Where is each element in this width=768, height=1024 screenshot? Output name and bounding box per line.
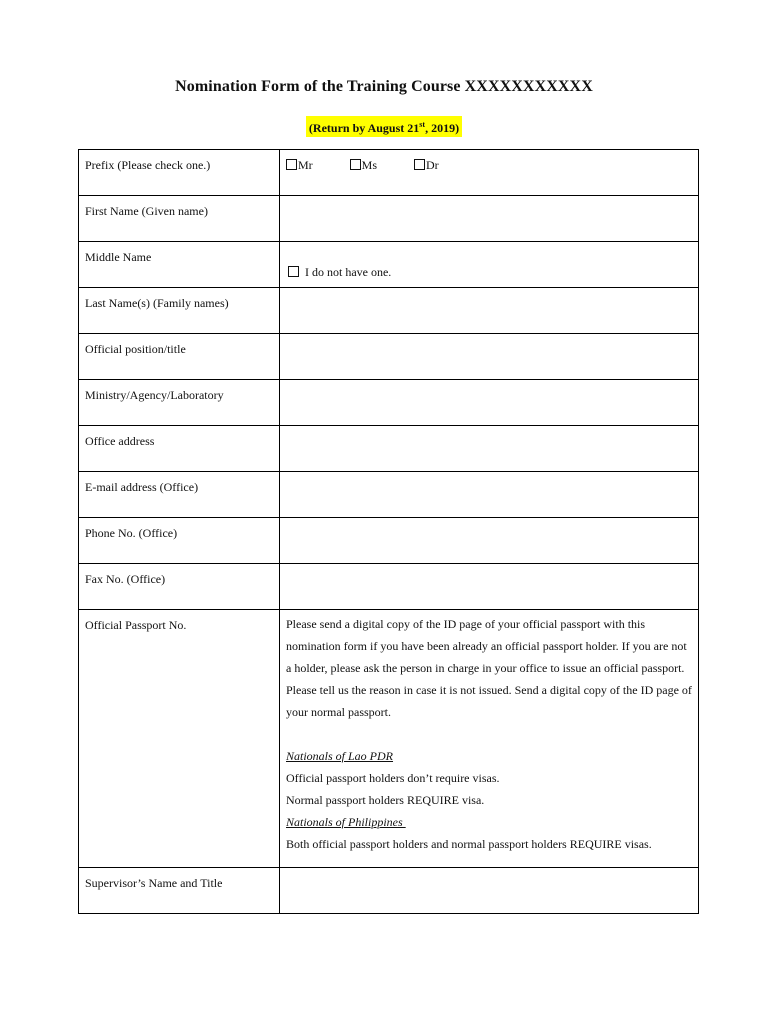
return-deadline-sup: st <box>419 120 426 129</box>
return-deadline-prefix: (Return by August 21 <box>308 121 420 135</box>
prefix-option-ms[interactable] <box>350 157 377 173</box>
return-deadline <box>0 116 768 137</box>
row-supervisor <box>79 868 699 914</box>
checkbox-icon[interactable] <box>350 159 361 170</box>
phone-field[interactable] <box>280 518 699 564</box>
value-cell-prefix <box>280 150 699 196</box>
no-middle-name-label: I do not have one. <box>305 265 392 279</box>
row-middle-name <box>79 242 699 288</box>
philippines-line-1: Both official passport holders and normal passport holders REQUIRE visas. <box>286 837 652 851</box>
ministry-field[interactable] <box>280 380 699 426</box>
label-office-address: Office address <box>85 434 155 448</box>
label-passport: Official Passport No. <box>85 618 187 632</box>
passport-para-2: Please tell us the reason in case it is not issued. Send a digital copy of the ID page of your normal passport. <box>286 683 692 719</box>
label-cell-office-address <box>79 426 280 472</box>
prefix-option-ms-label: Ms <box>361 158 378 172</box>
checkbox-icon[interactable] <box>414 159 425 170</box>
lao-heading: Nationals of Lao PDR <box>286 749 394 763</box>
label-cell-last-name <box>79 288 280 334</box>
philippines-heading: Nationals of Philippines <box>286 815 406 829</box>
row-email <box>79 472 699 518</box>
label-last-name: Last Name(s) (Family names) <box>85 296 229 310</box>
prefix-option-dr-label: Dr <box>426 158 439 172</box>
middle-name-field[interactable] <box>280 242 699 288</box>
label-prefix: Prefix (Please check one.) <box>85 158 211 172</box>
return-deadline-suffix: , 2019) <box>425 121 460 135</box>
row-position <box>79 334 699 380</box>
label-supervisor: Supervisor’s Name and Title <box>85 876 223 890</box>
label-cell-middle-name <box>79 242 280 288</box>
nomination-form-table <box>78 149 699 914</box>
row-fax <box>79 564 699 610</box>
form-title: Nomination Form of the Training Course XXXXXXXXXXX <box>175 78 593 95</box>
row-first-name <box>79 196 699 242</box>
first-name-field[interactable] <box>280 196 699 242</box>
label-cell-email <box>79 472 280 518</box>
row-passport <box>79 610 699 868</box>
supervisor-field[interactable] <box>280 868 699 914</box>
passport-instructions <box>280 610 699 868</box>
label-ministry: Ministry/Agency/Laboratory <box>85 388 224 402</box>
email-field[interactable] <box>280 472 699 518</box>
passport-para-1: Please send a digital copy of the ID page of your official passport with this nomination form if you have been already an official passport holder. If you are not a holder, please ask the person in charge in your office to issue an official passport. <box>286 617 687 675</box>
row-ministry <box>79 380 699 426</box>
position-field[interactable] <box>280 334 699 380</box>
label-position: Official position/title <box>85 342 186 356</box>
label-cell-ministry <box>79 380 280 426</box>
return-deadline-highlight <box>306 116 462 137</box>
label-cell-supervisor <box>79 868 280 914</box>
fax-field[interactable] <box>280 564 699 610</box>
prefix-option-dr[interactable] <box>414 157 439 173</box>
label-fax: Fax No. (Office) <box>85 572 166 586</box>
label-cell-position <box>79 334 280 380</box>
lao-line-1: Official passport holders don’t require visas. <box>286 771 500 785</box>
label-middle-name: Middle Name <box>85 250 152 264</box>
last-name-field[interactable] <box>280 288 699 334</box>
label-cell-prefix <box>79 150 280 196</box>
checkbox-icon[interactable] <box>288 266 299 277</box>
label-cell-phone <box>79 518 280 564</box>
label-cell-first-name <box>79 196 280 242</box>
row-office-address <box>79 426 699 472</box>
label-phone: Phone No. (Office) <box>85 526 178 540</box>
prefix-option-mr-label: Mr <box>298 158 313 172</box>
label-email: E-mail address (Office) <box>85 480 199 494</box>
office-address-field[interactable] <box>280 426 699 472</box>
prefix-option-mr[interactable] <box>286 157 313 173</box>
checkbox-icon[interactable] <box>286 159 297 170</box>
lao-line-2: Normal passport holders REQUIRE visa. <box>286 793 485 807</box>
label-first-name: First Name (Given name) <box>85 204 208 218</box>
label-cell-passport <box>79 610 280 868</box>
row-prefix <box>79 150 699 196</box>
no-middle-name-option[interactable] <box>286 264 692 280</box>
label-cell-fax <box>79 564 280 610</box>
row-phone <box>79 518 699 564</box>
row-last-name <box>79 288 699 334</box>
